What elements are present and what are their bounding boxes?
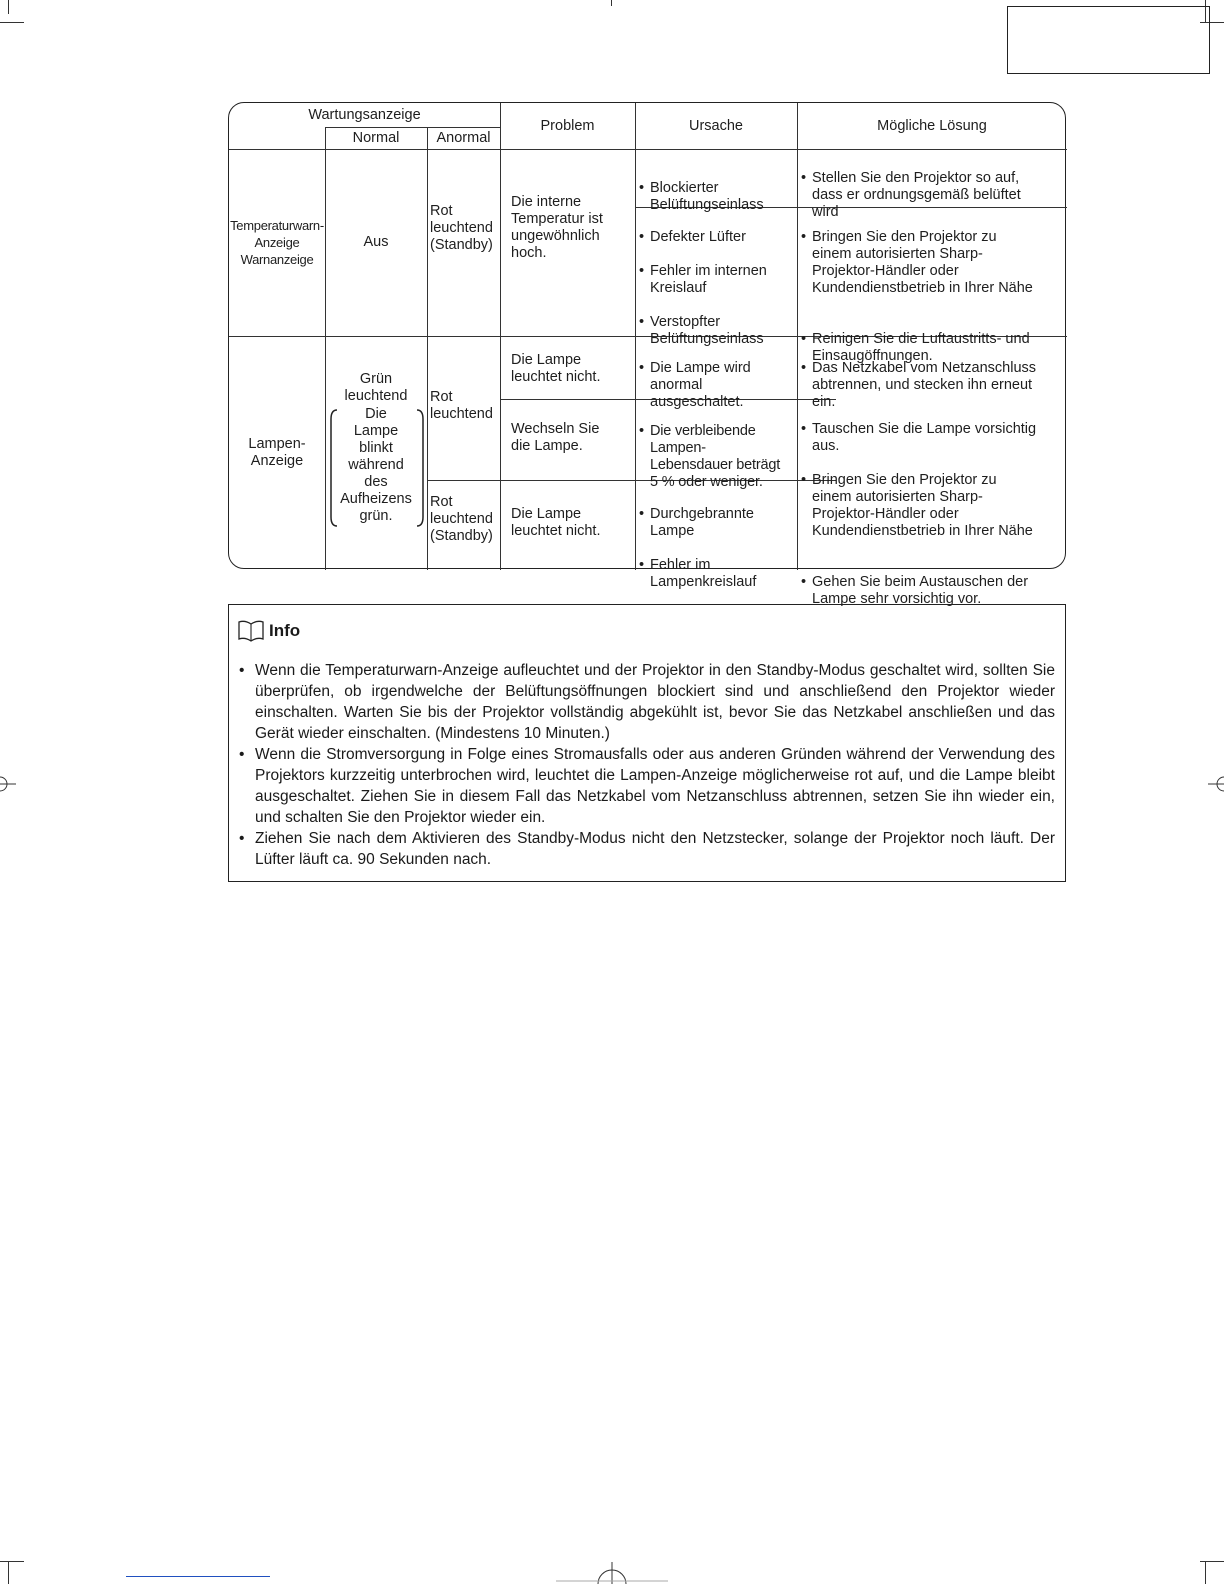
lamp-solution-2: • Tauschen Sie die Lampe vorsichtig aus. • Bringen Sie den Projektor zu einem autorisierten Sharp- Projektor-Händler oder Kundendienstbetrieb in Ihrer Nähe • Gehen Sie beim Austauschen der Lampe sehr vorsichtig vor. — [800, 404, 1066, 625]
temp-solution-2: • Bringen Sie den Projektor zu einem autorisierten Sharp- Projektor-Händler oder Kundendienstbetrieb in Ihrer Nähe • Reinigen Sie die Luftaustritts- und Einsaugöffnungen. — [800, 212, 1066, 382]
lamp-abnormal-state-2: Rot leuchtend (Standby) — [430, 494, 493, 544]
lamp-problem-2: Wechseln Sie die Lampe. — [511, 421, 600, 454]
header-problem: Problem — [540, 117, 595, 134]
info-bullet: • Wenn die Stromversorgung in Folge eines Stromausfalls oder aus anderen Gründen während der Verwendung des Projektors kurzzeitig unterbrochen wird, leuchtet die Lampen-Anzeige möglicherweise rot auf, und die Lampe bleibt ausgeschaltet. Ziehen Sie in diesem Fall das Netzkabel vom Netzanschluss abtrennen, setzen Sie ihn wieder ein, und schalten Sie den Projektor wieder ein. — [237, 744, 1055, 828]
lamp-indicator-label: Lampen- Anzeige — [248, 436, 306, 469]
info-box — [228, 604, 1066, 882]
lamp-problem-1: Die Lampe leuchtet nicht. — [511, 352, 601, 385]
temp-problem: Die interne Temperatur ist ungewöhnlich hoch. — [511, 194, 603, 261]
info-title: Info — [269, 621, 301, 640]
lamp-cause-2: • Die verbleibende Lampen- Lebensdauer beträgt 5 % oder weniger. — [638, 406, 798, 508]
temp-cause-1: • Blockierter Belüftungseinlass — [638, 163, 796, 231]
lamp-normal-warmup-note: Die Lampe blinkt während des Aufheizens grün. — [340, 406, 412, 524]
troubleshooting-table — [228, 102, 1066, 607]
temp-indicator-label: Temperaturwarn- Anzeige Warnanzeige — [230, 218, 324, 267]
footer-link-line — [126, 1576, 270, 1577]
registration-mark-bottom — [556, 1560, 668, 1584]
lamp-solution-1: • Das Netzkabel vom Netzanschluss abtrennen, und stecken ihn erneut ein. — [800, 343, 1066, 428]
info-heading — [237, 619, 300, 643]
info-bullet-list — [237, 660, 1055, 870]
header-cause: Ursache — [689, 117, 743, 134]
page-corner-box — [1007, 6, 1210, 74]
temp-normal-state: Aus — [363, 234, 389, 250]
header-abnormal: Anormal — [436, 129, 491, 146]
header-indicator: Wartungsanzeige — [308, 106, 421, 123]
header-normal: Normal — [352, 129, 400, 146]
info-bullet: • Wenn die Temperaturwarn-Anzeige aufleuchtet und der Projektor in den Standby-Modus geschaltet wird, sollten Sie überprüfen, ob irgendwelche der Belüftungsöffnungen blockiert sind und anschließend den Projektor wieder einschalten. Warten Sie bis der Projektor vollständig abgekühlt ist, bevor Sie das Netzkabel anschließen und das Gerät wieder einschalten. (Mindestens 10 Minuten.) — [237, 660, 1055, 744]
info-bullet: • Ziehen Sie nach dem Aktivieren des Standby-Modus nicht den Netzstecker, solange der Projektor noch läuft. Der Lüfter läuft ca. 90 Sekunden nach. — [237, 828, 1055, 870]
lamp-abnormal-state-1: Rot leuchtend — [430, 389, 493, 422]
registration-mark-left — [0, 772, 16, 796]
open-book-icon — [237, 619, 265, 643]
temp-abnormal-state: Rot leuchtend (Standby) — [430, 203, 493, 253]
temp-cause-2: • Defekter Lüfter • Fehler im internen Kreislauf • Verstopfter Belüftungseinlass — [638, 212, 796, 365]
lamp-cause-3: • Durchgebrannte Lampe • Fehler im Lampenkreislauf — [638, 489, 796, 608]
temp-solution-1: • Stellen Sie den Projektor so auf, dass er ordnungsgemäß belüftet wird — [800, 153, 1064, 238]
registration-mark-right — [1208, 772, 1224, 796]
lamp-problem-3: Die Lampe leuchtet nicht. — [511, 506, 601, 539]
lamp-cause-1: • Die Lampe wird anormal ausgeschaltet. — [638, 343, 796, 428]
lamp-normal-state: Grün leuchtend — [344, 371, 408, 404]
header-solution: Mögliche Lösung — [877, 117, 987, 134]
